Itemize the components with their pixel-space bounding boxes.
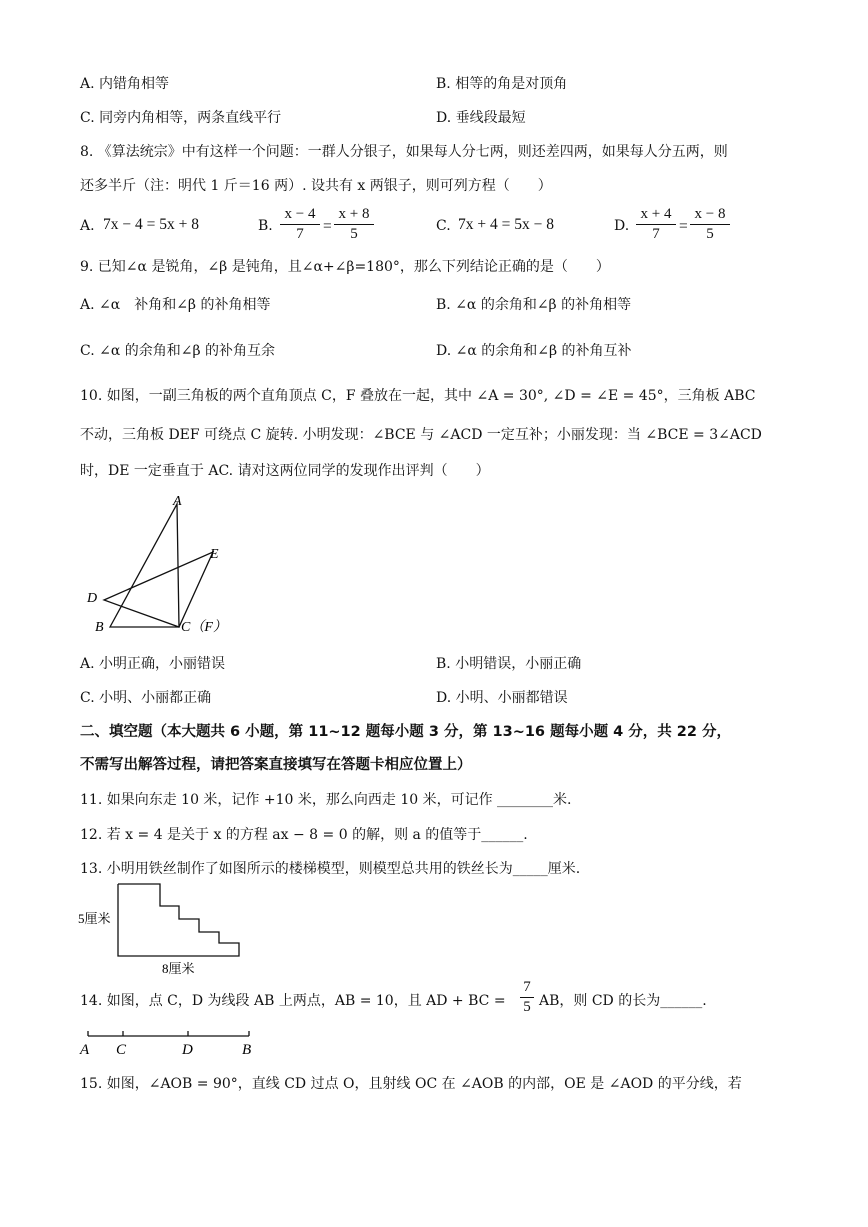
q13-staircase-figure — [78, 880, 248, 976]
q11-stem: 11. 如果向东走 10 米，记作 +10 米，那么向西走 10 米，可记作 ________米. — [80, 792, 572, 808]
q9-option-b: B. ∠α 的余角和∠β 的补角相等 — [436, 297, 632, 313]
q8-option-b-fraction-left — [280, 206, 320, 242]
q10-option-d: D. 小明、小丽都错误 — [436, 690, 568, 706]
q14-fraction-numerator: 7 — [523, 979, 531, 995]
q10-stem-line2: 不动，三角板 DEF 可绕点 C 旋转. 小明发现：∠BCE 与 ∠ACD 一定互补；小丽发现：当 ∠BCE = 3∠ACD — [80, 427, 762, 443]
q10-stem-line3: 时，DE 一定垂直于 AC. 请对这两位同学的发现作出评判（ ） — [80, 463, 490, 479]
q8-option-a-label: A. — [80, 218, 95, 234]
q7-option-c: C. 同旁内角相等，两条直线平行 — [80, 110, 282, 126]
q10-triangle-figure — [80, 492, 250, 642]
staircase-width-label: 8厘米 — [162, 961, 195, 976]
q8-option-a-equation: 7x − 4 = 5x + 8 — [103, 216, 199, 233]
q7-option-b: B. 相等的角是对顶角 — [436, 76, 568, 92]
q7-option-a: A. 内错角相等 — [80, 76, 170, 92]
q8-option-b-denominator-left: 7 — [296, 225, 304, 242]
q14-stem-pre: 14. 如图，点 C，D 为线段 AB 上两点，AB = 10，且 AD + BC = — [80, 993, 506, 1009]
q8-option-b-numerator-left: x − 4 — [284, 206, 316, 222]
q8-option-d-denominator-right: 5 — [706, 225, 714, 242]
q14-fraction — [520, 979, 534, 1015]
q8-option-b-equals: = — [323, 218, 332, 235]
triangle-def — [104, 552, 213, 627]
label-c-f: C（F） — [181, 620, 227, 635]
q8-option-b-numerator-right: x + 8 — [338, 206, 370, 222]
q8-option-d-equals: = — [679, 218, 688, 235]
label-a: A — [173, 494, 182, 509]
q10-stem-line1: 10. 如图，一副三角板的两个直角顶点 C，F 叠放在一起，其中 ∠A = 30°, ∠D = ∠E = 45°，三角板 ABC — [80, 388, 756, 404]
point-b-label: B — [242, 1042, 252, 1058]
q7-option-d: D. 垂线段最短 — [436, 110, 526, 126]
q9-stem: 9. 已知∠α 是锐角，∠β 是钝角，且∠α+∠β=180°，那么下列结论正确的是（ ） — [80, 259, 610, 275]
q8-stem-line2: 还多半斤（注：明代 1 斤＝16 两）. 设共有 x 两银子，则可列方程（ ） — [80, 178, 552, 194]
q8-option-b-label: B. — [258, 218, 273, 234]
q10-option-c: C. 小明、小丽都正确 — [80, 690, 212, 706]
point-a-label: A — [80, 1042, 90, 1058]
q8-option-c-label: C. — [436, 218, 451, 234]
q8-option-b-fraction-right — [334, 206, 374, 242]
q14-fraction-denominator: 5 — [523, 998, 531, 1015]
staircase-height-label: 5厘米 — [78, 911, 111, 926]
q9-option-d: D. ∠α 的余角和∠β 的补角互补 — [436, 343, 632, 359]
q9-option-a: A. ∠α 补角和∠β 的补角相等 — [80, 297, 271, 313]
q15-stem: 15. 如图，∠AOB = 90°，直线 CD 过点 O，且射线 OC 在 ∠AOB 的内部，OE 是 ∠AOD 的平分线，若 — [80, 1076, 742, 1092]
q9-option-c: C. ∠α 的余角和∠β 的补角互余 — [80, 343, 276, 359]
q10-option-a: A. 小明正确，小丽错误 — [80, 656, 226, 672]
q8-option-d-fraction-right — [690, 206, 730, 242]
label-e: E — [210, 547, 219, 562]
q14-stem-post: AB，则 CD 的长为______. — [539, 993, 707, 1009]
q10-option-b: B. 小明错误，小丽正确 — [436, 656, 582, 672]
q12-stem: 12. 若 x = 4 是关于 x 的方程 ax − 8 = 0 的解，则 a 的值等于______. — [80, 827, 528, 843]
triangle-abc — [110, 504, 179, 627]
staircase-outline — [118, 884, 239, 956]
q8-option-d-label: D. — [614, 218, 630, 234]
q8-option-c-equation: 7x + 4 = 5x − 8 — [458, 216, 554, 233]
q8-option-d-numerator-right: x − 8 — [694, 206, 726, 222]
section-2-heading-line2: 不需写出解答过程，请把答案直接填写在答题卡相应位置上） — [80, 757, 472, 773]
q14-segment-figure — [78, 1026, 268, 1062]
section-2-heading-line1: 二、填空题（本大题共 6 小题，第 11~12 题每小题 3 分，第 13~16 题每小题 4 分，共 22 分， — [80, 724, 732, 740]
point-c-label: C — [116, 1042, 127, 1058]
point-d-label: D — [182, 1042, 193, 1058]
q8-option-b-denominator-right: 5 — [350, 225, 358, 242]
q8-option-d-numerator-left: x + 4 — [640, 206, 672, 222]
q13-stem: 13. 小明用铁丝制作了如图所示的楼梯模型，则模型总共用的铁丝长为_____厘米. — [80, 861, 581, 877]
label-b: B — [95, 620, 104, 635]
q8-option-d-fraction-left — [636, 206, 676, 242]
q8-stem-line1: 8. 《算法统宗》中有这样一个问题：一群人分银子，如果每人分七两，则还差四两，如果每人分五两，则 — [80, 144, 728, 160]
label-d: D — [87, 591, 98, 606]
q8-option-d-denominator-left: 7 — [652, 225, 660, 242]
